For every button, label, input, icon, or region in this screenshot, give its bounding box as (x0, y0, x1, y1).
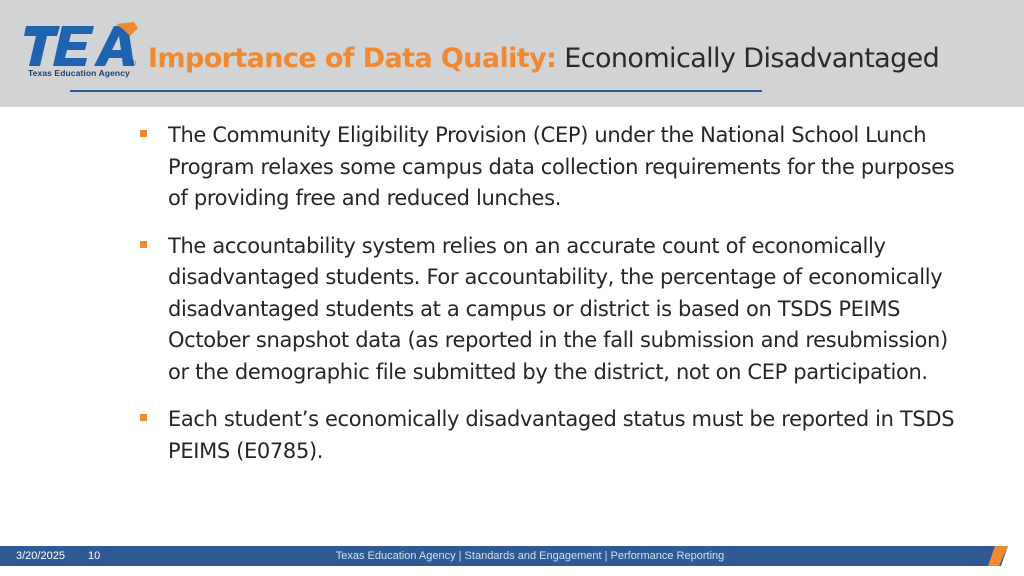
slide-title (148, 41, 939, 77)
square-bullet-icon (140, 414, 147, 421)
logo-registered-mark: ® (130, 59, 136, 68)
square-bullet-icon (140, 130, 147, 137)
bullet-text: The accountability system relies on an accurate count of economically disadvantaged students. For accountability, the percentage of economically disadvantaged students at a campus or district is based on TSDS PEIMS October snapshot data (as reported in the fall submission and resubmission) or the demographic file submitted by the district, not on CEP participation. (168, 233, 948, 384)
square-bullet-icon (140, 241, 147, 248)
bullet-text: The Community Eligibility Provision (CEP) under the National School Lunch Program relaxes some campus data collection requirements for the purposes of providing free and reduced lunches. (168, 123, 955, 210)
bullet-list (140, 120, 970, 483)
bullet-text: Each student’s economically disadvantaged status must be reported in TSDS PEIMS (E0785). (168, 407, 955, 463)
title-accent: Importance of Data Quality: (148, 43, 557, 74)
footer-page-number: 10 (88, 550, 101, 562)
title-main: Economically Disadvantaged (564, 43, 940, 74)
bullet-item (140, 404, 970, 467)
logo-agency-name: Texas Education Agency (28, 68, 130, 78)
footer-caption: Texas Education Agency | Standards and Engagement | Performance Reporting (335, 550, 725, 562)
title-underline (70, 90, 762, 92)
logo-letter-e (53, 26, 94, 66)
bullet-item (140, 120, 970, 215)
slide-header (0, 0, 1024, 107)
footer-date: 3/20/2025 (16, 550, 65, 562)
bullet-item (140, 231, 970, 389)
